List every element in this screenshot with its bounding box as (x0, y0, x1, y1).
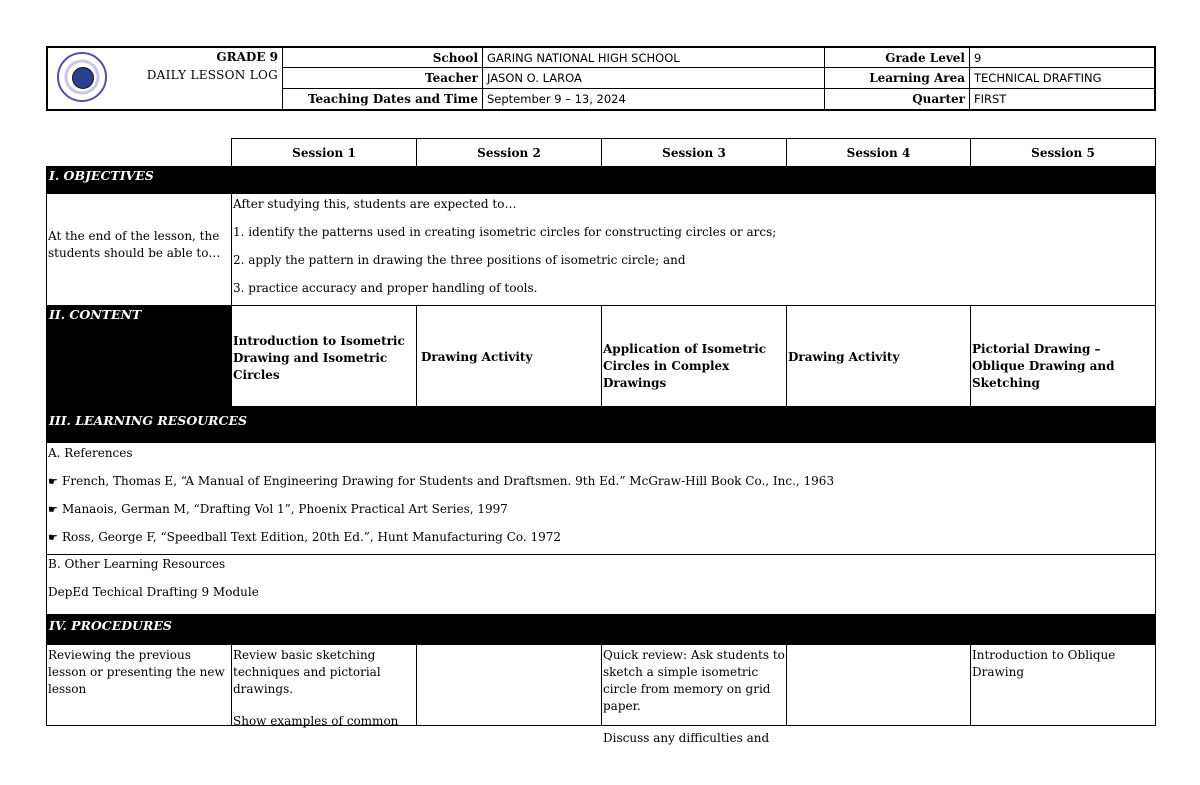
session-2-header: Session 2 (416, 138, 602, 167)
hand-pointer-icon: ☛ (48, 531, 58, 544)
learning-area-value: TECHNICAL DRAFTING (969, 68, 1156, 89)
lesson-table (46, 138, 1156, 745)
content-heading: II. CONTENT (46, 305, 232, 407)
content-topic-1: Introduction to Isometric Drawing and Isometric Circles (231, 305, 417, 407)
grade-level-label: Grade Level (824, 48, 969, 68)
objectives-heading: I. OBJECTIVES (46, 166, 1156, 194)
session-5-header: Session 5 (970, 138, 1156, 167)
procedure-session-5 (970, 644, 1156, 726)
procedure-session-4 (786, 644, 971, 726)
content-topic-4: Drawing Activity (786, 305, 971, 407)
content-topic-3: Application of Isometric Circles in Complex Drawings (601, 305, 787, 407)
objective-item-2: 2. apply the pattern in drawing the three positions of isometric circle; and (233, 253, 686, 267)
session-4-header: Session 4 (786, 138, 971, 167)
quarter-label: Quarter (824, 89, 969, 109)
content-topic-2: Drawing Activity (416, 305, 602, 407)
reference-item: ☛ Ross, George F, “Speedball Text Edition, 20th Ed.”, Hunt Manufacturing Co. 1972 (48, 530, 562, 544)
grade-level-value: 9 (969, 48, 1156, 68)
objectives-body (231, 193, 1156, 306)
lesson-log-header (46, 46, 1156, 111)
resources-heading: III. LEARNING RESOURCES (46, 406, 1156, 443)
other-resources-value: DepEd Techical Drafting 9 Module (48, 585, 259, 599)
other-resources-label: B. Other Learning Resources (48, 557, 226, 571)
procedure-session-1-text-2: Show examples of common (233, 714, 399, 728)
dates-label: Teaching Dates and Time (282, 89, 482, 109)
reference-item: ☛ French, Thomas E, “A Manual of Engineering Drawing for Students and Draftsmen. 9th Ed.” McGraw-Hill Book Co., Inc., 1963 (48, 474, 835, 488)
objectives-intro: After studying this, students are expected to… (233, 197, 517, 211)
other-resources-block (46, 554, 1156, 615)
session-1-header: Session 1 (231, 138, 417, 167)
procedures-row-label: Reviewing the previous lesson or presenting the new lesson (46, 644, 232, 726)
school-value: GARING NATIONAL HIGH SCHOOL (482, 48, 824, 68)
objectives-left-label: At the end of the lesson, the students should be able to… (46, 193, 232, 306)
procedure-session-3-text: Quick review: Ask students to sketch a simple isometric circle from memory on grid paper. (603, 648, 785, 713)
procedures-heading: IV. PROCEDURES (46, 614, 1156, 645)
procedure-session-3-text-2: Discuss any difficulties and (603, 731, 770, 745)
procedure-session-5-text: Introduction to Oblique Drawing (972, 648, 1116, 679)
deped-seal-icon (57, 52, 107, 102)
procedure-session-2 (416, 644, 602, 726)
procedure-session-1-text: Review basic sketching techniques and pictorial drawings. (233, 648, 381, 696)
objective-item-3: 3. practice accuracy and proper handling of tools. (233, 281, 538, 295)
references-label: A. References (48, 446, 133, 460)
hand-pointer-icon: ☛ (48, 475, 58, 488)
procedure-session-3 (601, 644, 787, 745)
content-topic-5: Pictorial Drawing – Oblique Drawing and Sketching (970, 305, 1156, 407)
school-label: School (282, 48, 482, 68)
log-title: DAILY LESSON LOG (146, 68, 278, 82)
objective-item-1: 1. identify the patterns used in creating isometric circles for constructing circles or arcs; (233, 225, 777, 239)
learning-area-label: Learning Area (824, 68, 969, 89)
teacher-label: Teacher (282, 68, 482, 89)
logo-cell (48, 48, 282, 109)
quarter-value: FIRST (969, 89, 1156, 109)
grade-title: GRADE 9 (216, 50, 278, 64)
hand-pointer-icon: ☛ (48, 503, 58, 516)
session-3-header: Session 3 (601, 138, 787, 167)
reference-item: ☛ Manaois, German M, “Drafting Vol 1”, Phoenix Practical Art Series, 1997 (48, 502, 508, 516)
procedure-session-1 (231, 644, 417, 726)
references-block (46, 442, 1156, 555)
dates-value: September 9 – 13, 2024 (482, 89, 824, 109)
teacher-value: JASON O. LAROA (482, 68, 824, 89)
